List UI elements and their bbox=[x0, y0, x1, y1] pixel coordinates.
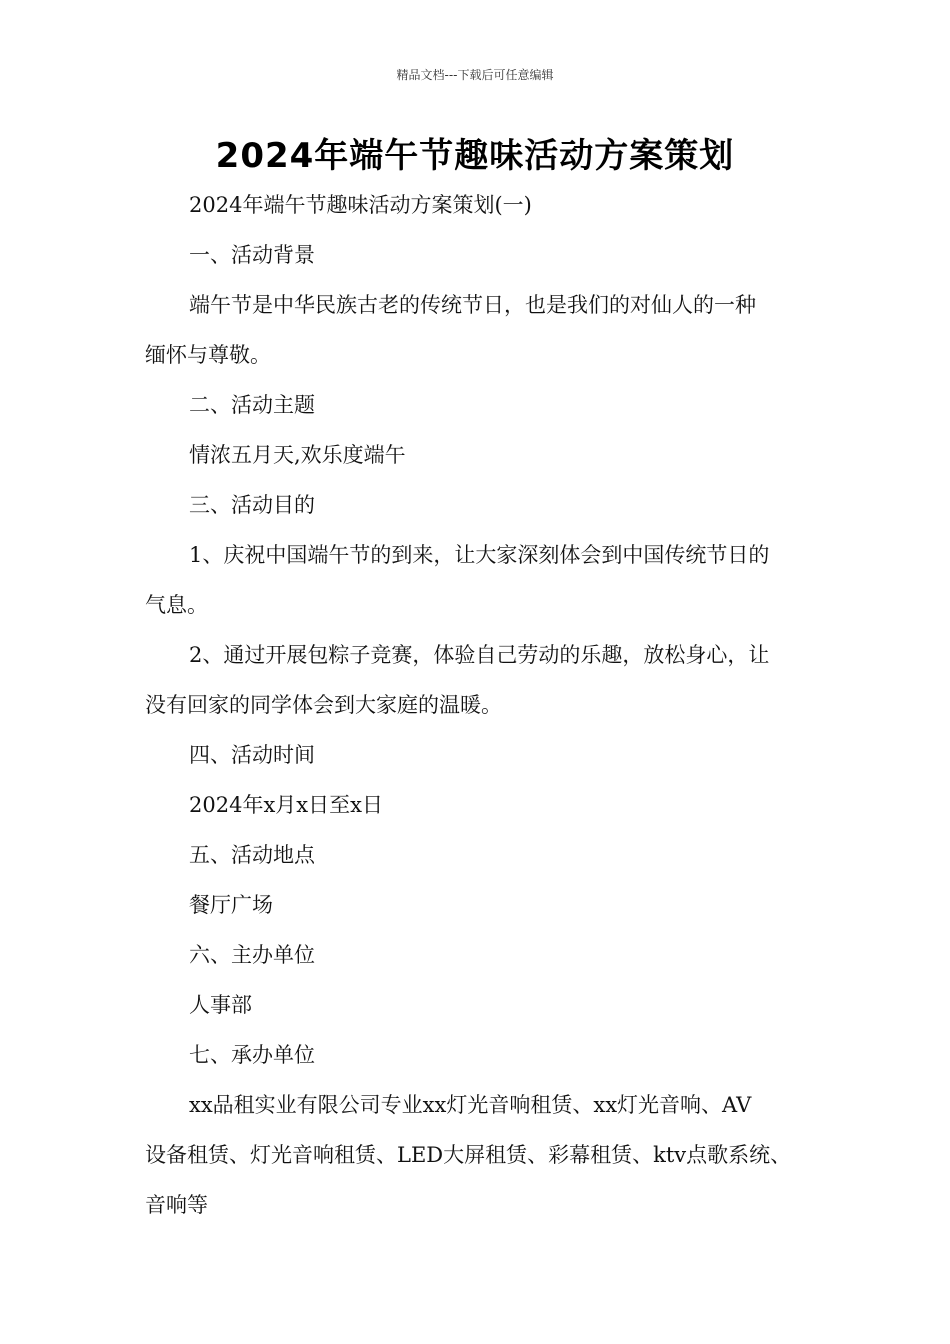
paragraph-line: 人事部 bbox=[189, 993, 252, 1017]
paragraph-line: 一、活动背景 bbox=[189, 243, 315, 267]
paragraph-line: 2、通过开展包粽子竞赛，体验自己劳动的乐趣，放松身心，让 bbox=[189, 643, 770, 667]
paragraph-line: 二、活动主题 bbox=[189, 393, 315, 417]
paragraph-line: 设备租赁、灯光音响租赁、LED大屏租赁、彩幕租赁、ktv点歌系统、 bbox=[145, 1143, 792, 1167]
document-title: 2024年端午节趣味活动方案策划 bbox=[215, 136, 735, 176]
paragraph-line: 七、承办单位 bbox=[189, 1043, 315, 1067]
paragraph-line: 端午节是中华民族古老的传统节日，也是我们的对仙人的一种 bbox=[189, 293, 756, 317]
paragraph-line: 情浓五月天,欢乐度端午 bbox=[189, 443, 406, 467]
paragraph-line: 餐厅广场 bbox=[189, 893, 273, 917]
paragraph-line: 四、活动时间 bbox=[189, 743, 315, 767]
paragraph-line: 1、庆祝中国端午节的到来，让大家深刻体会到中国传统节日的 bbox=[189, 543, 770, 567]
paragraph-line: 气息。 bbox=[145, 593, 208, 617]
paragraph-line: 三、活动目的 bbox=[189, 493, 315, 517]
paragraph-line: xx品租实业有限公司专业xx灯光音响租赁、xx灯光音响、AV bbox=[189, 1093, 752, 1117]
paragraph-line: 六、主办单位 bbox=[189, 943, 315, 967]
header-note: 精品文档---下载后可任意编辑 bbox=[396, 68, 554, 82]
paragraph-line: 没有回家的同学体会到大家庭的温暖。 bbox=[145, 693, 502, 717]
paragraph-line: 2024年x月x日至x日 bbox=[189, 793, 383, 817]
paragraph-line: 缅怀与尊敬。 bbox=[145, 343, 271, 367]
paragraph-line: 五、活动地点 bbox=[189, 843, 315, 867]
document-body bbox=[145, 180, 810, 1230]
paragraph-line: 2024年端午节趣味活动方案策划(一) bbox=[189, 193, 532, 217]
paragraph-line: 音响等 bbox=[145, 1193, 208, 1217]
